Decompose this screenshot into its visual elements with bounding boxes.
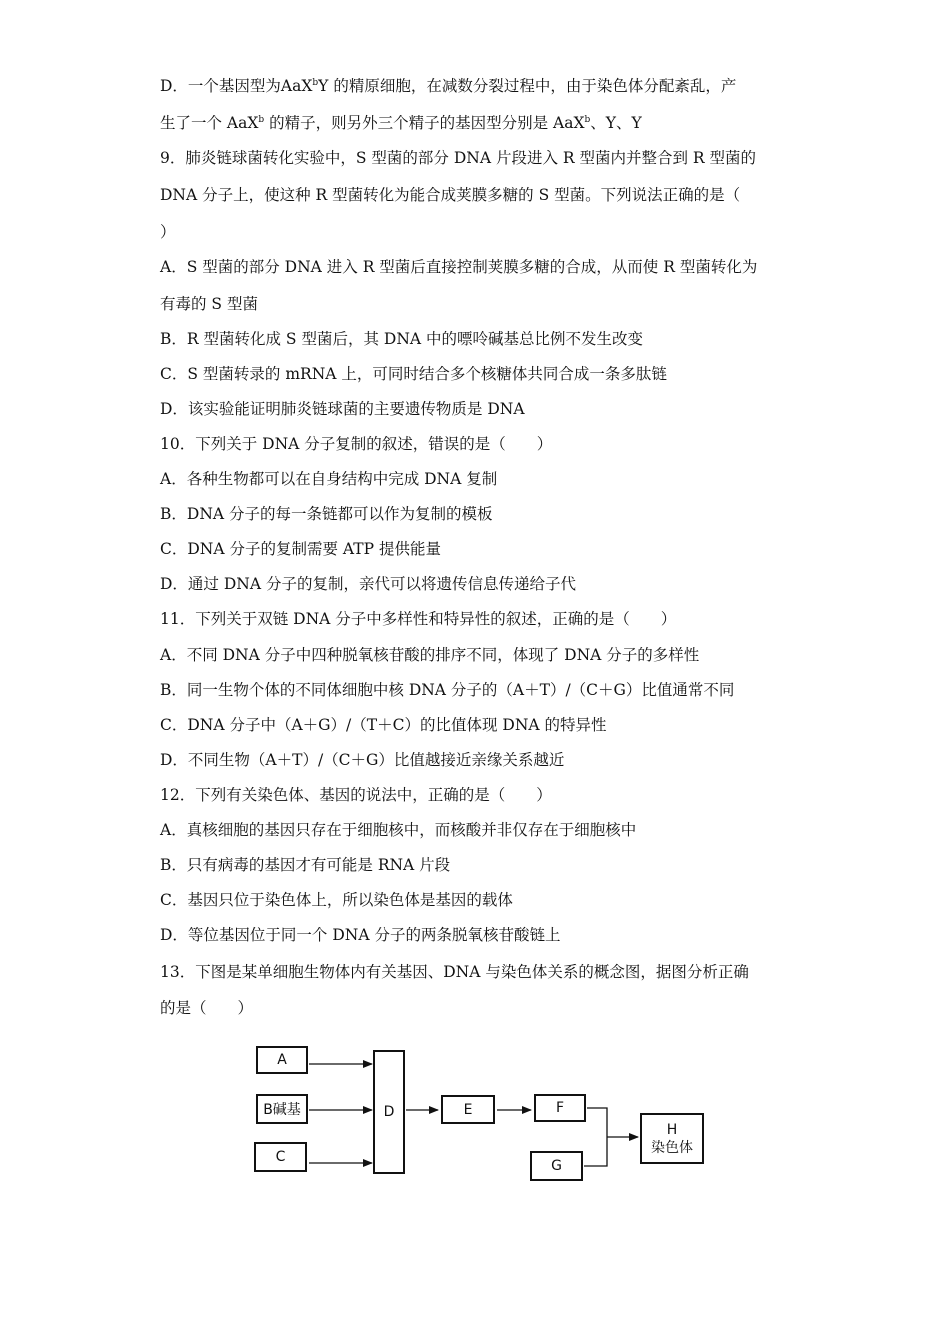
q10-option-b: B．DNA 分子的每一条链都可以作为复制的模板 <box>160 505 493 523</box>
box-h-chromosome-label: 染色体 <box>651 1139 693 1156</box>
q13-stem-line2: 的是（ ） <box>160 999 254 1017</box>
q12-option-b: B．只有病毒的基因才有可能是 RNA 片段 <box>160 856 451 874</box>
box-e: E <box>441 1095 495 1124</box>
q11-option-a: A．不同 DNA 分子中四种脱氧核苷酸的排序不同，体现了 DNA 分子的多样性 <box>160 646 700 664</box>
text-part: Y 的精原细胞，在减数分裂过程中，由于染色体分配紊乱，产 <box>318 77 737 95</box>
q11-option-c: C．DNA 分子中（A＋G）/（T＋C）的比值体现 DNA 的特异性 <box>160 716 607 734</box>
box-b-base: B碱基 <box>256 1094 308 1124</box>
q13-stem-line1: 13．下图是某单细胞生物体内有关基因、DNA 与染色体关系的概念图，据图分析正确 <box>160 963 749 981</box>
q12-option-c: C．基因只位于染色体上，所以染色体是基因的载体 <box>160 891 513 909</box>
q10-option-d: D．通过 DNA 分子的复制，亲代可以将遗传信息传递给子代 <box>160 575 576 593</box>
box-c: C <box>254 1142 307 1172</box>
superscript: b <box>258 115 265 125</box>
q11-option-b: B．同一生物个体的不同体细胞中核 DNA 分子的（A＋T）/（C＋G）比值通常不同 <box>160 681 735 699</box>
q9-option-a-line2: 有毒的 S 型菌 <box>160 295 258 313</box>
q12-option-a: A．真核细胞的基因只存在于细胞核中，而核酸并非仅存在于细胞核中 <box>160 821 637 839</box>
connector-f-g <box>584 1108 607 1166</box>
q9-option-c: C．S 型菌转录的 mRNA 上，可同时结合多个核糖体共同合成一条多肽链 <box>160 365 667 383</box>
q12-stem: 12．下列有关染色体、基因的说法中，正确的是（ ） <box>160 786 552 804</box>
q10-option-c: C．DNA 分子的复制需要 ATP 提供能量 <box>160 540 441 558</box>
box-a: A <box>256 1046 308 1074</box>
q9-option-a-line1: A．S 型菌的部分 DNA 进入 R 型菌后直接控制荚膜多糖的合成，从而使 R 型菌转化为 <box>160 258 758 276</box>
q11-option-d: D．不同生物（A＋T）/（C＋G）比值越接近亲缘关系越近 <box>160 751 565 769</box>
q9-option-b: B．R 型菌转化成 S 型菌后，其 DNA 中的嘌呤碱基总比例不发生改变 <box>160 330 643 348</box>
text-part: 的精子，则另外三个精子的基因型分别是 AaX <box>264 114 585 132</box>
superscript: b <box>312 78 319 88</box>
box-g: G <box>530 1151 583 1181</box>
q9-option-d: D．该实验能证明肺炎链球菌的主要遗传物质是 DNA <box>160 400 525 418</box>
q9-stem-line1: 9．肺炎链球菌转化实验中，S 型菌的部分 DNA 片段进入 R 型菌内并整合到 R 型菌的 <box>160 149 756 167</box>
box-h-chromosome <box>640 1113 704 1164</box>
q9-stem-line3: ） <box>160 223 176 241</box>
q11-stem: 11．下列关于双链 DNA 分子中多样性和特异性的叙述，正确的是（ ） <box>160 610 677 628</box>
q10-stem: 10．下列关于 DNA 分子复制的叙述，错误的是（ ） <box>160 435 553 453</box>
q9-stem-line2: DNA 分子上，使这种 R 型菌转化为能合成荚膜多糖的 S 型菌。下列说法正确的是（ <box>160 186 741 204</box>
text-part: 、Y、Y <box>590 114 642 132</box>
q10-option-a: A．各种生物都可以在自身结构中完成 DNA 复制 <box>160 470 498 488</box>
box-d: D <box>373 1050 405 1174</box>
box-f: F <box>534 1094 586 1122</box>
text-part: D．一个基因型为AaX <box>160 77 313 95</box>
text-part: 生了一个 AaX <box>160 114 259 132</box>
box-h-label: H <box>666 1121 678 1138</box>
superscript: b <box>584 115 591 125</box>
q12-option-d: D．等位基因位于同一个 DNA 分子的两条脱氧核苷酸链上 <box>160 926 561 944</box>
